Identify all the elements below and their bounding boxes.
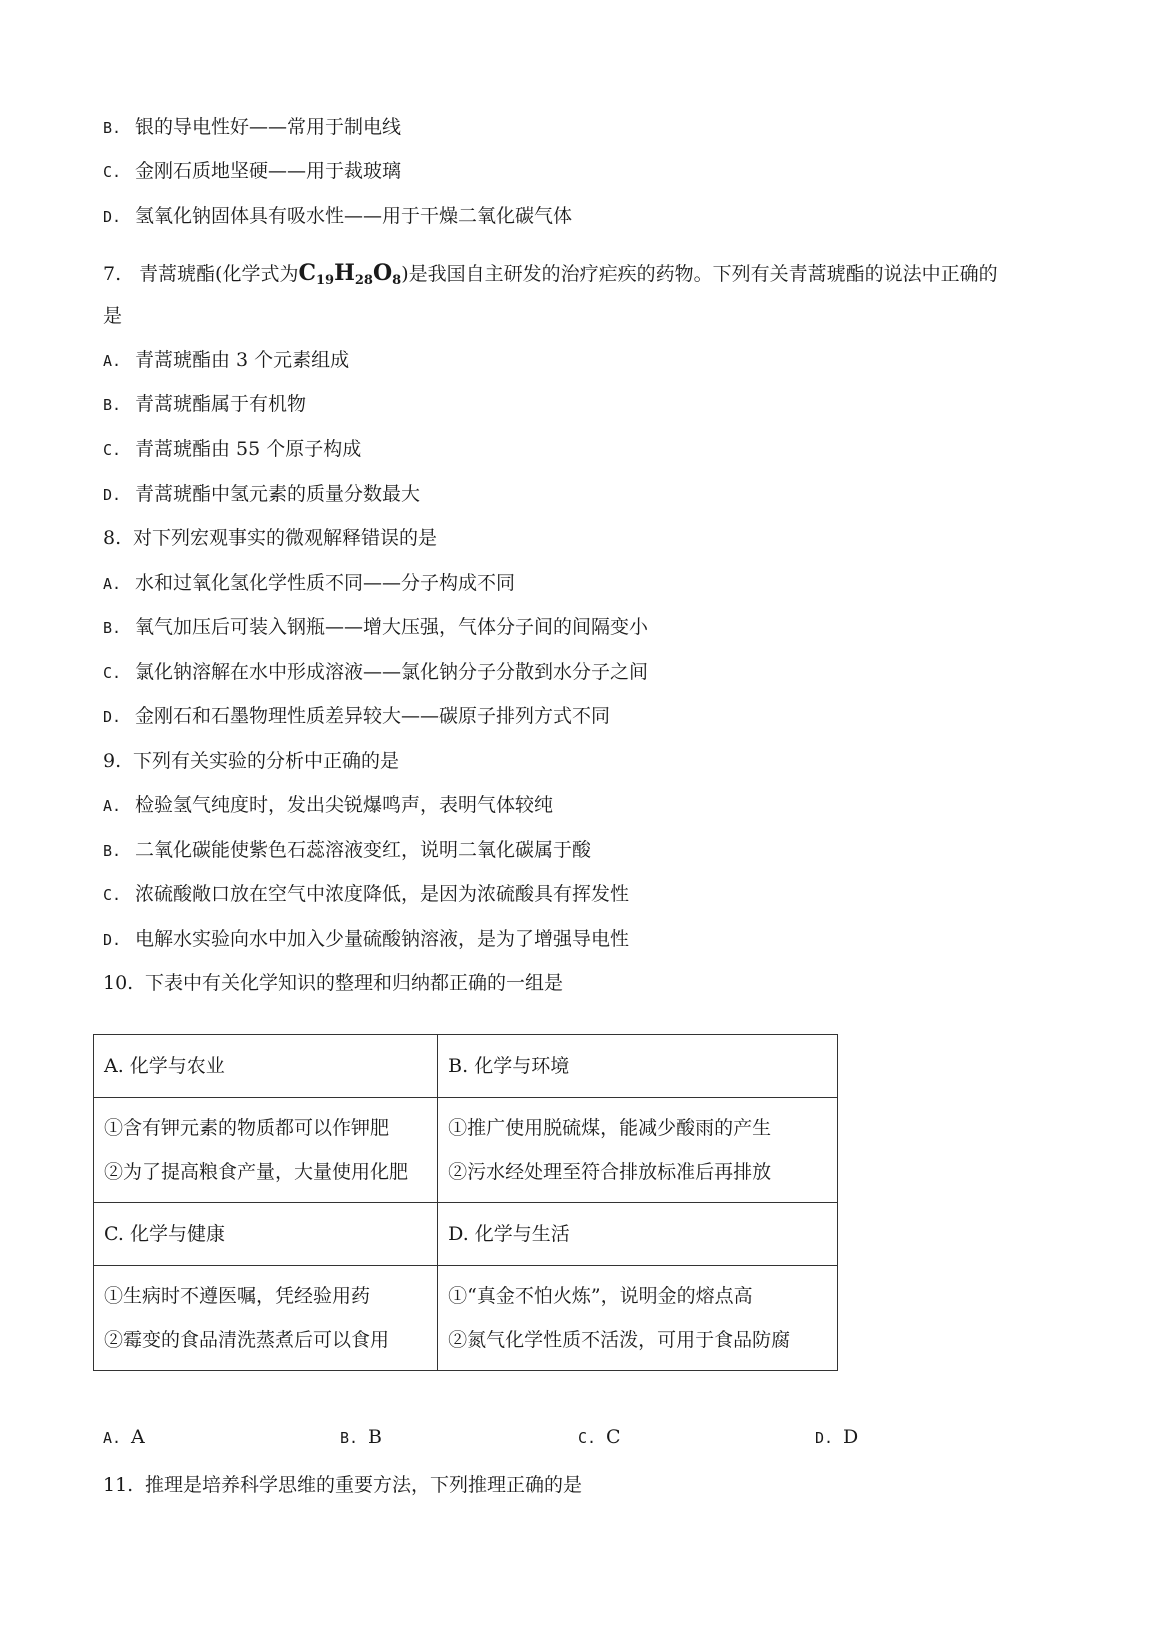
q8-option-a: A. 水和过氧化氢化学性质不同——分子构成不同 xyxy=(103,572,516,594)
q6-option-b: B. 银的导电性好——常用于制电线 xyxy=(103,116,402,138)
q7-option-c: C. 青蒿琥酯由 55 个原子构成 xyxy=(103,438,362,460)
q7-option-a: A. 青蒿琥酯由 3 个元素组成 xyxy=(103,349,350,371)
question-number: 8. xyxy=(103,527,122,549)
question-number: 9. xyxy=(103,750,122,772)
q6-option-c: C. 金刚石质地坚硬——用于裁玻璃 xyxy=(103,160,402,182)
q7-stem-continued: 是 xyxy=(103,305,123,327)
q9-option-c: C. 浓硫酸敞口放在空气中浓度降低，是因为浓硫酸具有挥发性 xyxy=(103,883,630,905)
q9-stem: 9. 下列有关实验的分析中正确的是 xyxy=(103,750,400,772)
q9-option-a: A. 检验氢气纯度时，发出尖锐爆鸣声，表明气体较纯 xyxy=(103,794,554,816)
q10-answer-b: B. B xyxy=(340,1426,382,1448)
q8-option-b: B. 氧气加压后可装入钢瓶——增大压强，气体分子间的间隔变小 xyxy=(103,616,649,638)
table-cell-d-body: ①“真金不怕火炼”，说明金的熔点高 ②氮气化学性质不活泼，可用于食品防腐 xyxy=(438,1266,838,1371)
q10-answer-c: C. C xyxy=(578,1426,621,1448)
q8-stem: 8. 对下列宏观事实的微观解释错误的是 xyxy=(103,527,438,549)
q9-option-b: B. 二氧化碳能使紫色石蕊溶液变红，说明二氧化碳属于酸 xyxy=(103,839,592,861)
question-number: 7. xyxy=(103,263,122,285)
knowledge-table xyxy=(93,1034,838,1371)
q7-option-d: D. 青蒿琥酯中氢元素的质量分数最大 xyxy=(103,483,421,505)
q7-option-b: B. 青蒿琥酯属于有机物 xyxy=(103,393,307,415)
q10-stem: 10. 下表中有关化学知识的整理和归纳都正确的一组是 xyxy=(103,972,564,994)
q11-stem: 11. 推理是培养科学思维的重要方法，下列推理正确的是 xyxy=(103,1474,583,1496)
table-cell-a-head: A. 化学与农业 xyxy=(94,1035,438,1098)
q10-answer-a: A. A xyxy=(103,1426,145,1448)
table-cell-b-body: ①推广使用脱硫煤，能减少酸雨的产生 ②污水经处理至符合排放标准后再排放 xyxy=(438,1098,838,1203)
q7-stem: 7. 青蒿琥酯(化学式为$C_{19}H_{28}O_8$)是我国自主研发的治疗疟疾的药物。下列有关青蒿琥酯的说法中正确的 xyxy=(103,260,998,288)
table-cell-c-head: C. 化学与健康 xyxy=(94,1203,438,1266)
table-cell-c-body: ①生病时不遵医嘱，凭经验用药 ②霉变的食品清洗蒸煮后可以食用 xyxy=(94,1266,438,1371)
q8-option-d: D. 金刚石和石墨物理性质差异较大——碳原子排列方式不同 xyxy=(103,705,611,727)
table-cell-b-head: B. 化学与环境 xyxy=(438,1035,838,1098)
question-number: 10. xyxy=(103,972,134,994)
table-cell-a-body: ①含有钾元素的物质都可以作钾肥 ②为了提高粮食产量，大量使用化肥 xyxy=(94,1098,438,1203)
q10-answer-d: D. D xyxy=(815,1426,859,1448)
q6-option-d: D. 氢氧化钠固体具有吸水性——用于干燥二氧化碳气体 xyxy=(103,205,573,227)
table-cell-d-head: D. 化学与生活 xyxy=(438,1203,838,1266)
chemical-formula: $C_{19}H_{28}O_8$ xyxy=(298,260,402,288)
q9-option-d: D. 电解水实验向水中加入少量硫酸钠溶液，是为了增强导电性 xyxy=(103,928,630,950)
q8-option-c: C. 氯化钠溶解在水中形成溶液——氯化钠分子分散到水分子之间 xyxy=(103,661,649,683)
question-number: 11. xyxy=(103,1474,134,1496)
